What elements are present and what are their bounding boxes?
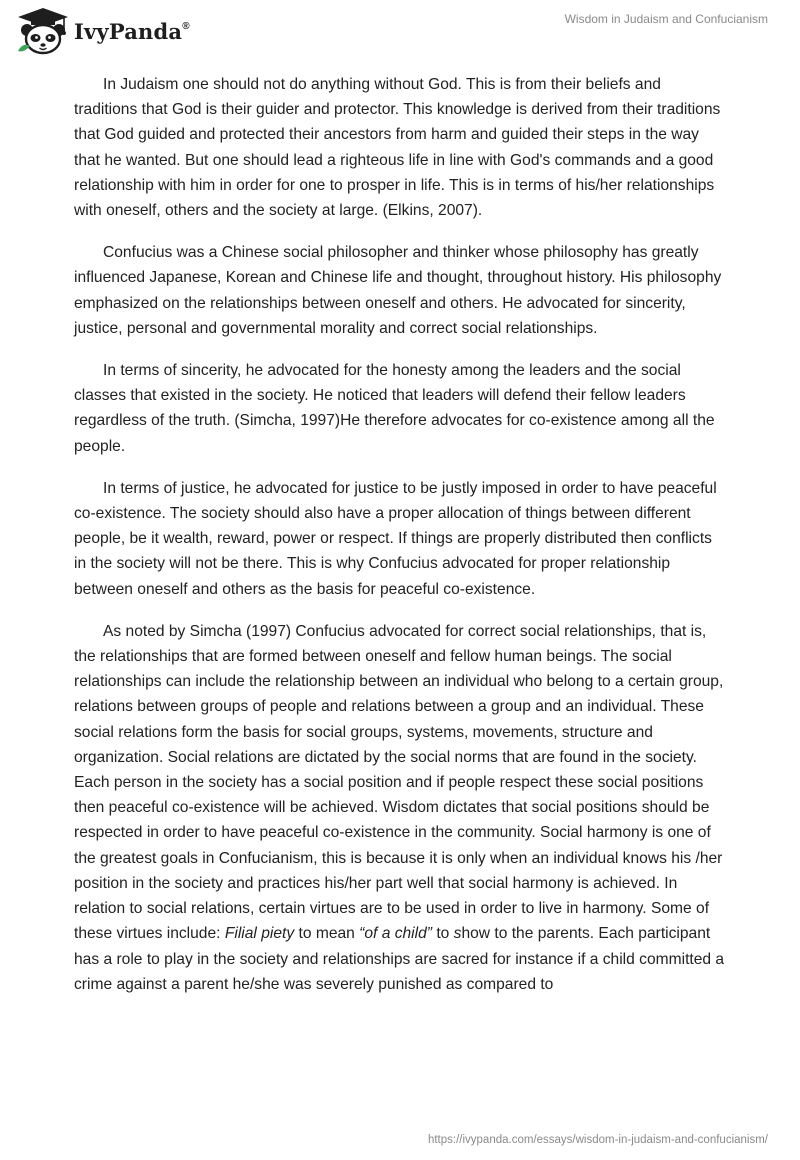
paragraph-text: to xyxy=(431,925,454,943)
paragraph xyxy=(74,619,726,997)
essay-body xyxy=(74,72,726,1014)
paragraph: In Judaism one should not do anything without God. This is from their beliefs and traditions that God is their guider and protector. This knowledge is derived from their traditions that God guided and protected their ancestors from harm and guided their steps in the way that he wanted. But one should lead a righteous life in line with God's commands and a good relationship with him in order for one to prosper in life. This is in terms of his/her relationships with oneself, others and the society at large. (Elkins, 2007). xyxy=(74,76,721,220)
document-title: Wisdom in Judaism and Confucianism xyxy=(564,12,768,26)
source-url[interactable]: https://ivypanda.com/essays/wisdom-in-judaism-and-confucianism/ xyxy=(427,1134,768,1146)
paragraph: In terms of sincerity, he advocated for the honesty among the leaders and the social classes that existed in the society. He noticed that leaders will defend their fellow leaders regardless of the truth. (Simcha, 1997)He therefore advocates for co-existence among all the people. xyxy=(74,362,715,455)
emphasis-quote: “of a child” xyxy=(359,925,432,943)
page-header xyxy=(0,0,800,60)
brand-name: IvyPanda® xyxy=(74,18,190,44)
paragraph: In terms of justice, he advocated for justice to be justly imposed in order to have peaceful co-existence. The society should also have a proper allocation of things between different people, be it wealth, reward, power or respect. If things are properly distributed then conflicts in the society will not be there. This is why Confucius advocated for proper relationship between oneself and others as the basis for peaceful co-existence. xyxy=(74,479,717,598)
paragraph: Confucius was a Chinese social philosopher and thinker whose philosophy has greatly influenced Japanese, Korean and Chinese life and thought, throughout history. His philosophy emphasized on the relationships between oneself and others. He advocated for sincerity, justice, personal and governmental morality and correct social relationships. xyxy=(74,244,722,337)
emphasis-letter: s xyxy=(453,925,462,943)
paragraph-text: As noted by Simcha (1997) Confucius advocated for correct social relationships, that is, the relationships that are formed between oneself and fellow human beings. The social relationships can include the relationship between an individual who belong to a certain group, relations between groups of people and relations between a group and an individual. These social relations form the basis for social groups, systems, movements, structure and organization. Social relations are dictated by the social norms that are found in the society. Each person in the society has a social position and if people respect these social positions then peaceful co-existence will be achieved. Wisdom dictates that social positions should be respected in order to have peaceful co-existence in the community. Social harmony is one of the greatest goals in Confucianism, this is because it is only when an individual knows his /her position in the society and practices his/her part well that social harmony is achieved. In relation to social relations, certain virtues are to be used in order to live in harmony. Some of these virtues include: xyxy=(74,622,724,943)
emphasis-term: Filial piety xyxy=(224,925,295,943)
paragraph-text: how to the parents. Each participant has a role to play in the society and relationships are sacred for instance if a child committed a crime against a parent he/she was severely punished as compared to xyxy=(74,925,725,993)
brand-logo[interactable] xyxy=(14,6,190,56)
panda-graduate-icon xyxy=(14,6,72,56)
paragraph-text: to mean xyxy=(294,925,360,943)
